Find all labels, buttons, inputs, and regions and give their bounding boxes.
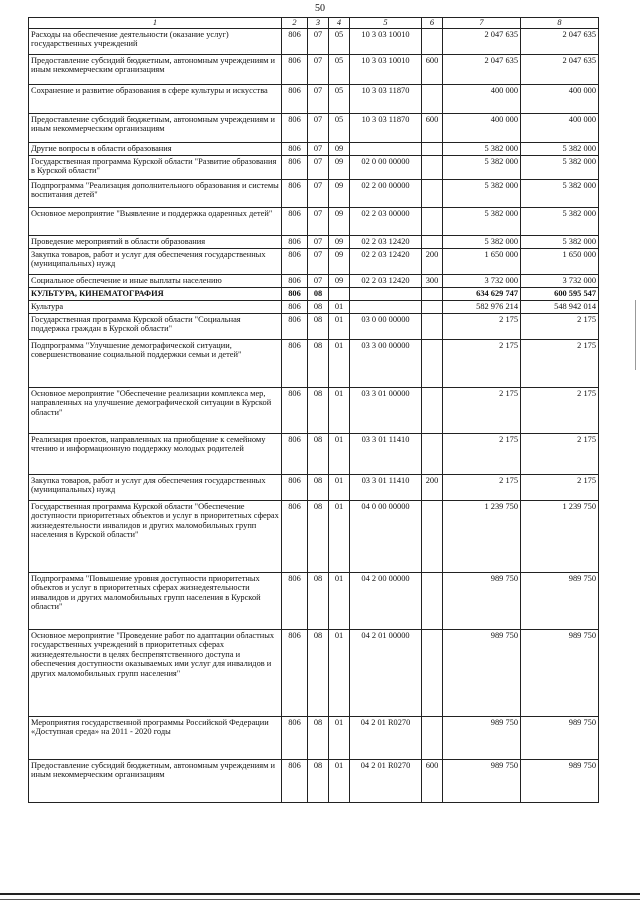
row-name: Реализация проектов, направленных на приобщение к семейному чтению и информационную поддержку молодых родителей bbox=[29, 434, 282, 475]
row-sum-2020: 634 629 747 bbox=[443, 288, 521, 301]
table-row bbox=[29, 501, 599, 573]
row-name: Другие вопросы в области образования bbox=[29, 143, 282, 156]
header-col-7: 7 bbox=[443, 18, 521, 29]
row-sum-2020: 5 382 000 bbox=[443, 180, 521, 208]
row-vr: 600 bbox=[422, 55, 443, 85]
row-gr: 806 bbox=[282, 208, 308, 236]
row-sum-2021: 989 750 bbox=[521, 630, 599, 717]
header-col-1: 1 bbox=[29, 18, 282, 29]
row-sum-2021: 5 382 000 bbox=[521, 180, 599, 208]
row-rz: 07 bbox=[308, 143, 329, 156]
row-pr: 01 bbox=[329, 760, 350, 803]
row-name: Подпрограмма "Улучшение демографической ситуации, совершенствование социальной поддержки семьи и детей" bbox=[29, 340, 282, 388]
row-sum-2020: 5 382 000 bbox=[443, 208, 521, 236]
row-sum-2021: 989 750 bbox=[521, 573, 599, 630]
row-vr: 600 bbox=[422, 760, 443, 803]
page-number: 50 bbox=[315, 3, 325, 14]
row-name: Предоставление субсидий бюджетным, автономным учреждениям и иным некоммерческим организациям bbox=[29, 760, 282, 803]
table-body bbox=[29, 29, 599, 803]
row-gr: 806 bbox=[282, 314, 308, 340]
budget-table bbox=[28, 17, 599, 803]
row-name: Сохранение и развитие образования в сфере культуры и искусства bbox=[29, 85, 282, 114]
row-name: Социальное обеспечение и иные выплаты населению bbox=[29, 275, 282, 288]
header-col-8: 8 bbox=[521, 18, 599, 29]
row-vr bbox=[422, 156, 443, 180]
row-name: Подпрограмма "Реализация дополнительного образования и системы воспитания детей" bbox=[29, 180, 282, 208]
row-sum-2021: 5 382 000 bbox=[521, 143, 599, 156]
header-col-3: 3 bbox=[308, 18, 329, 29]
table-row bbox=[29, 630, 599, 717]
row-rz: 08 bbox=[308, 717, 329, 760]
row-rz: 07 bbox=[308, 180, 329, 208]
row-sum-2020: 989 750 bbox=[443, 717, 521, 760]
row-pr: 01 bbox=[329, 717, 350, 760]
row-pr: 01 bbox=[329, 340, 350, 388]
row-sum-2021: 600 595 547 bbox=[521, 288, 599, 301]
table-row bbox=[29, 236, 599, 249]
row-rz: 07 bbox=[308, 114, 329, 143]
row-sum-2020: 5 382 000 bbox=[443, 143, 521, 156]
row-pr: 05 bbox=[329, 85, 350, 114]
row-pr: 05 bbox=[329, 55, 350, 85]
table-row bbox=[29, 288, 599, 301]
row-gr: 806 bbox=[282, 288, 308, 301]
row-name: Государственная программа Курской области "Социальная поддержка граждан в Курской области" bbox=[29, 314, 282, 340]
row-pr: 01 bbox=[329, 388, 350, 434]
row-sum-2021: 2 175 bbox=[521, 475, 599, 501]
row-sum-2021: 400 000 bbox=[521, 85, 599, 114]
header-col-4: 4 bbox=[329, 18, 350, 29]
table-row bbox=[29, 388, 599, 434]
row-vr: 200 bbox=[422, 475, 443, 501]
row-csr: 10 3 03 10010 bbox=[350, 55, 422, 85]
row-rz: 07 bbox=[308, 275, 329, 288]
table-row bbox=[29, 249, 599, 275]
row-pr: 01 bbox=[329, 475, 350, 501]
row-sum-2020: 2 175 bbox=[443, 434, 521, 475]
row-sum-2021: 989 750 bbox=[521, 760, 599, 803]
row-name: КУЛЬТУРА, КИНЕМАТОГРАФИЯ bbox=[29, 288, 282, 301]
table-row bbox=[29, 85, 599, 114]
row-name: Проведение мероприятий в области образования bbox=[29, 236, 282, 249]
row-vr bbox=[422, 501, 443, 573]
row-sum-2020: 2 175 bbox=[443, 388, 521, 434]
row-pr: 05 bbox=[329, 114, 350, 143]
row-name: Предоставление субсидий бюджетным, автономным учреждениям и иным некоммерческим организациям bbox=[29, 55, 282, 85]
row-pr: 09 bbox=[329, 143, 350, 156]
row-name: Закупка товаров, работ и услуг для обеспечения государственных (муниципальных) нужд bbox=[29, 249, 282, 275]
row-rz: 07 bbox=[308, 208, 329, 236]
row-vr bbox=[422, 314, 443, 340]
row-name: Культура bbox=[29, 301, 282, 314]
row-vr bbox=[422, 208, 443, 236]
row-rz: 07 bbox=[308, 85, 329, 114]
row-vr bbox=[422, 573, 443, 630]
row-gr: 806 bbox=[282, 85, 308, 114]
row-sum-2020: 2 047 635 bbox=[443, 55, 521, 85]
row-rz: 07 bbox=[308, 156, 329, 180]
table-row bbox=[29, 573, 599, 630]
row-pr: 01 bbox=[329, 301, 350, 314]
row-rz: 07 bbox=[308, 236, 329, 249]
row-vr: 300 bbox=[422, 275, 443, 288]
row-sum-2021: 5 382 000 bbox=[521, 156, 599, 180]
header-col-2: 2 bbox=[282, 18, 308, 29]
row-sum-2020: 400 000 bbox=[443, 114, 521, 143]
row-csr: 10 3 03 11870 bbox=[350, 114, 422, 143]
row-sum-2021: 2 175 bbox=[521, 388, 599, 434]
row-pr: 09 bbox=[329, 208, 350, 236]
row-sum-2021: 400 000 bbox=[521, 114, 599, 143]
table-row bbox=[29, 29, 599, 55]
row-vr bbox=[422, 236, 443, 249]
row-sum-2021: 2 047 635 bbox=[521, 55, 599, 85]
row-csr bbox=[350, 301, 422, 314]
row-sum-2021: 5 382 000 bbox=[521, 236, 599, 249]
row-vr bbox=[422, 630, 443, 717]
row-csr: 02 0 00 00000 bbox=[350, 156, 422, 180]
row-vr bbox=[422, 288, 443, 301]
row-gr: 806 bbox=[282, 475, 308, 501]
row-gr: 806 bbox=[282, 55, 308, 85]
row-rz: 07 bbox=[308, 29, 329, 55]
row-csr: 03 3 01 11410 bbox=[350, 475, 422, 501]
row-gr: 806 bbox=[282, 630, 308, 717]
row-csr: 10 3 03 11870 bbox=[350, 85, 422, 114]
row-vr: 600 bbox=[422, 114, 443, 143]
row-rz: 08 bbox=[308, 434, 329, 475]
row-csr: 04 2 01 R0270 bbox=[350, 717, 422, 760]
row-vr bbox=[422, 434, 443, 475]
row-sum-2021: 2 175 bbox=[521, 314, 599, 340]
row-sum-2021: 2 175 bbox=[521, 340, 599, 388]
row-rz: 08 bbox=[308, 340, 329, 388]
row-csr: 02 2 03 00000 bbox=[350, 208, 422, 236]
table-row bbox=[29, 301, 599, 314]
row-name: Предоставление субсидий бюджетным, автономным учреждениям и иным некоммерческим организациям bbox=[29, 114, 282, 143]
row-csr: 03 3 00 00000 bbox=[350, 340, 422, 388]
row-pr: 01 bbox=[329, 434, 350, 475]
row-csr: 03 3 01 11410 bbox=[350, 434, 422, 475]
row-sum-2020: 2 175 bbox=[443, 340, 521, 388]
row-name: Мероприятия государственной программы Российской Федерации «Доступная среда» на 2011 - 2020 годы bbox=[29, 717, 282, 760]
row-pr: 01 bbox=[329, 630, 350, 717]
row-vr bbox=[422, 85, 443, 114]
row-rz: 08 bbox=[308, 630, 329, 717]
row-vr bbox=[422, 301, 443, 314]
table-row bbox=[29, 475, 599, 501]
row-csr: 04 0 00 00000 bbox=[350, 501, 422, 573]
row-name: Расходы на обеспечение деятельности (оказание услуг) государственных учреждений bbox=[29, 29, 282, 55]
row-gr: 806 bbox=[282, 143, 308, 156]
row-gr: 806 bbox=[282, 236, 308, 249]
row-rz: 08 bbox=[308, 475, 329, 501]
row-sum-2020: 989 750 bbox=[443, 760, 521, 803]
scan-edge-mark bbox=[635, 300, 636, 370]
row-pr: 01 bbox=[329, 501, 350, 573]
table-row bbox=[29, 180, 599, 208]
table-row bbox=[29, 314, 599, 340]
row-sum-2020: 400 000 bbox=[443, 85, 521, 114]
row-gr: 806 bbox=[282, 275, 308, 288]
header-col-6: 6 bbox=[422, 18, 443, 29]
row-sum-2021: 2 047 635 bbox=[521, 29, 599, 55]
table-row bbox=[29, 275, 599, 288]
table-row bbox=[29, 717, 599, 760]
row-pr: 09 bbox=[329, 180, 350, 208]
row-csr bbox=[350, 288, 422, 301]
row-name: Государственная программа Курской области "Обеспечение доступности приоритетных объектов и услуг в приоритетных сферах жизнедеятельности инвалидов и других маломобильных групп населения в Курской области" bbox=[29, 501, 282, 573]
row-name: Государственная программа Курской области "Развитие образования в Курской области" bbox=[29, 156, 282, 180]
row-gr: 806 bbox=[282, 156, 308, 180]
row-rz: 08 bbox=[308, 288, 329, 301]
row-vr bbox=[422, 388, 443, 434]
row-rz: 07 bbox=[308, 55, 329, 85]
row-csr bbox=[350, 143, 422, 156]
row-sum-2021: 5 382 000 bbox=[521, 208, 599, 236]
header-col-5: 5 bbox=[350, 18, 422, 29]
row-gr: 806 bbox=[282, 717, 308, 760]
row-gr: 806 bbox=[282, 388, 308, 434]
row-pr: 05 bbox=[329, 29, 350, 55]
row-vr bbox=[422, 29, 443, 55]
row-csr: 02 2 03 12420 bbox=[350, 275, 422, 288]
row-pr bbox=[329, 288, 350, 301]
row-csr: 10 3 03 10010 bbox=[350, 29, 422, 55]
row-rz: 08 bbox=[308, 301, 329, 314]
row-pr: 09 bbox=[329, 249, 350, 275]
row-rz: 08 bbox=[308, 760, 329, 803]
row-gr: 806 bbox=[282, 180, 308, 208]
row-csr: 02 2 00 00000 bbox=[350, 180, 422, 208]
bottom-border-line bbox=[0, 893, 640, 895]
row-gr: 806 bbox=[282, 340, 308, 388]
row-sum-2020: 2 047 635 bbox=[443, 29, 521, 55]
row-gr: 806 bbox=[282, 249, 308, 275]
row-sum-2020: 5 382 000 bbox=[443, 156, 521, 180]
row-rz: 08 bbox=[308, 388, 329, 434]
row-sum-2020: 2 175 bbox=[443, 314, 521, 340]
table-row bbox=[29, 340, 599, 388]
table-row bbox=[29, 156, 599, 180]
row-sum-2020: 5 382 000 bbox=[443, 236, 521, 249]
row-gr: 806 bbox=[282, 29, 308, 55]
row-sum-2020: 1 239 750 bbox=[443, 501, 521, 573]
row-csr: 04 2 00 00000 bbox=[350, 573, 422, 630]
row-sum-2021: 3 732 000 bbox=[521, 275, 599, 288]
row-sum-2020: 2 175 bbox=[443, 475, 521, 501]
table-row bbox=[29, 114, 599, 143]
row-vr: 200 bbox=[422, 249, 443, 275]
row-sum-2021: 2 175 bbox=[521, 434, 599, 475]
row-name: Основное мероприятие "Выявление и поддержка одаренных детей" bbox=[29, 208, 282, 236]
row-gr: 806 bbox=[282, 501, 308, 573]
row-gr: 806 bbox=[282, 434, 308, 475]
row-sum-2020: 1 650 000 bbox=[443, 249, 521, 275]
row-pr: 09 bbox=[329, 156, 350, 180]
row-csr: 03 3 01 00000 bbox=[350, 388, 422, 434]
row-name: Основное мероприятие "Обеспечение реализации комплекса мер, направленных на улучшение демографической ситуации в Курской области" bbox=[29, 388, 282, 434]
row-rz: 08 bbox=[308, 501, 329, 573]
row-gr: 806 bbox=[282, 114, 308, 143]
table-header-row bbox=[29, 18, 599, 29]
row-pr: 09 bbox=[329, 236, 350, 249]
row-name: Закупка товаров, работ и услуг для обеспечения государственных (муниципальных) нужд bbox=[29, 475, 282, 501]
row-rz: 08 bbox=[308, 573, 329, 630]
row-gr: 806 bbox=[282, 760, 308, 803]
table-row bbox=[29, 760, 599, 803]
row-sum-2020: 989 750 bbox=[443, 630, 521, 717]
row-csr: 03 0 00 00000 bbox=[350, 314, 422, 340]
row-pr: 01 bbox=[329, 573, 350, 630]
row-sum-2020: 582 976 214 bbox=[443, 301, 521, 314]
row-gr: 806 bbox=[282, 573, 308, 630]
row-name: Подпрограмма "Повышение уровня доступности приоритетных объектов и услуг в приоритетных сферах жизнедеятельности инвалидов и других маломобильных групп населения в Курской области" bbox=[29, 573, 282, 630]
row-pr: 09 bbox=[329, 275, 350, 288]
row-csr: 04 2 01 R0270 bbox=[350, 760, 422, 803]
table-row bbox=[29, 143, 599, 156]
row-name: Основное мероприятие "Проведение работ по адаптации областных государственных учреждений в приоритетных сферах жизнедеятельности в целях беспрепятственного доступа и обеспечения доступности оказываемых ими услуг для инвалидов и других маломобильных групп населения" bbox=[29, 630, 282, 717]
row-pr: 01 bbox=[329, 314, 350, 340]
bottom-border-line-secondary bbox=[0, 899, 640, 900]
row-vr bbox=[422, 340, 443, 388]
row-gr: 806 bbox=[282, 301, 308, 314]
row-csr: 04 2 01 00000 bbox=[350, 630, 422, 717]
table-row bbox=[29, 55, 599, 85]
row-vr bbox=[422, 717, 443, 760]
row-rz: 08 bbox=[308, 314, 329, 340]
row-sum-2021: 989 750 bbox=[521, 717, 599, 760]
row-csr: 02 2 03 12420 bbox=[350, 249, 422, 275]
row-csr: 02 2 03 12420 bbox=[350, 236, 422, 249]
table-row bbox=[29, 208, 599, 236]
row-sum-2020: 989 750 bbox=[443, 573, 521, 630]
row-sum-2021: 548 942 014 bbox=[521, 301, 599, 314]
row-vr bbox=[422, 143, 443, 156]
row-sum-2021: 1 650 000 bbox=[521, 249, 599, 275]
row-vr bbox=[422, 180, 443, 208]
row-sum-2020: 3 732 000 bbox=[443, 275, 521, 288]
table-row bbox=[29, 434, 599, 475]
row-sum-2021: 1 239 750 bbox=[521, 501, 599, 573]
row-rz: 07 bbox=[308, 249, 329, 275]
